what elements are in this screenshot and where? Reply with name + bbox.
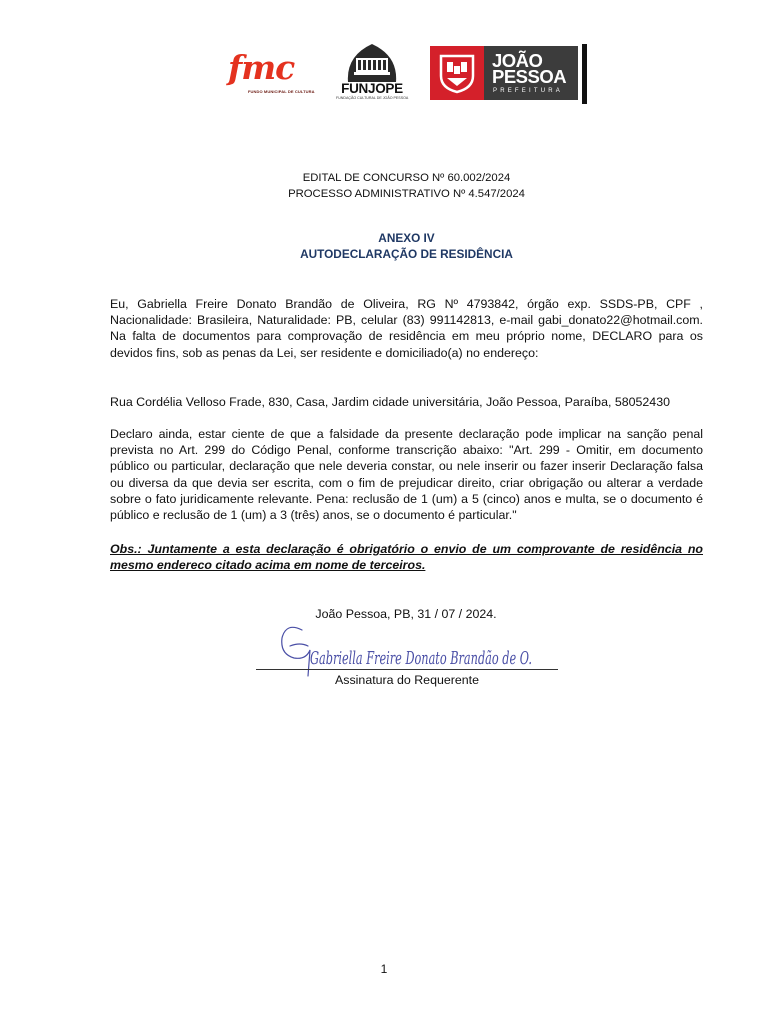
address-paragraph: Rua Cordélia Velloso Frade, 830, Casa, Jardim cidade universitária, João Pessoa, Paraíba, 58052430 <box>110 395 670 409</box>
header-logos <box>226 42 588 102</box>
declaration-paragraph: Eu, Gabriella Freire Donato Brandão de Oliveira, RG Nº 4793842, órgão exp. SSDS-PB, CPF , Nacionalidade: Brasileira, Naturalidade: PB, celular (83) 991142813, e-mail gabi_donato22@hotmail.com. Na falta de documentos para comprovação de residência em meu próprio nome, DECLARO para os devidos fins, sob as penas da Lei, ser residente e domiciliado(a) no endereço: <box>110 297 703 360</box>
coat-of-arms-block <box>430 46 484 100</box>
signature-script: Gabriella Freire Donato Brandão de O. <box>310 648 532 669</box>
logo-divider <box>582 44 587 104</box>
funjope-logo <box>336 42 408 102</box>
edital-number: EDITAL DE CONCURSO Nº 60.002/2024 <box>302 172 511 184</box>
prefeitura-joao-pessoa-logo <box>430 46 586 100</box>
penal-notice-paragraph: Declaro ainda, estar ciente de que a falsidade da presente declaração pode implicar na sanção penal prevista no Art. 299 do Código Penal, conforme transcrição abaixo: "Art. 299 - Omitir, em documento público ou particular, declaração que nele deveria constar, ou nele inserir ou fazer inserir Declaração falsa ou diversa da que devia ser escrita, com o fim de prejudicar direito, criar obrigação ou alterar a verdade sobre o fato juridicamente relevante. Pena: reclusão de 1 (um) a 5 (cinco) anos e multa, se o documento é público e reclusão de 1 (um) a 3 (três) anos, se o documento é particular." <box>110 427 703 523</box>
funjope-logo-text: FUNJOPE <box>341 81 403 96</box>
coat-of-arms-icon <box>437 52 477 94</box>
fmc-logo-subtitle: FUNDO MUNICIPAL DE CULTURA <box>248 89 315 94</box>
observation-paragraph: Obs.: Juntamente a esta declaração é obrigatório o envio de um comprovante de residência no mesmo endereco citado acima em nome de terceiros. <box>110 542 703 573</box>
annex-title: AUTODECLARAÇÃO DE RESIDÊNCIA <box>300 247 513 261</box>
funjope-logo-subtitle: FUNDAÇÃO CULTURAL DE JOÃO PESSOA <box>336 96 409 100</box>
fmc-logo <box>228 48 334 102</box>
prefeitura-label: PREFEITURA <box>493 88 564 94</box>
city-name-block <box>484 46 578 100</box>
annex-number: ANEXO IV <box>378 231 435 245</box>
fmc-logo-text: fmc <box>228 48 295 87</box>
city-name-line2: PESSOA <box>492 66 567 87</box>
place-date: João Pessoa, PB, 31 / 07 / 2024. <box>315 607 497 621</box>
signature-label: Assinatura do Requerente <box>335 673 479 687</box>
edital-header <box>100 170 713 202</box>
processo-number: PROCESSO ADMINISTRATIVO Nº 4.547/2024 <box>288 188 525 200</box>
page-number: 1 <box>380 962 388 976</box>
annex-heading <box>100 230 713 262</box>
funjope-emblem-icon <box>344 42 400 84</box>
signature-line <box>256 669 558 670</box>
city-name-line1: JOÃO <box>492 50 543 71</box>
